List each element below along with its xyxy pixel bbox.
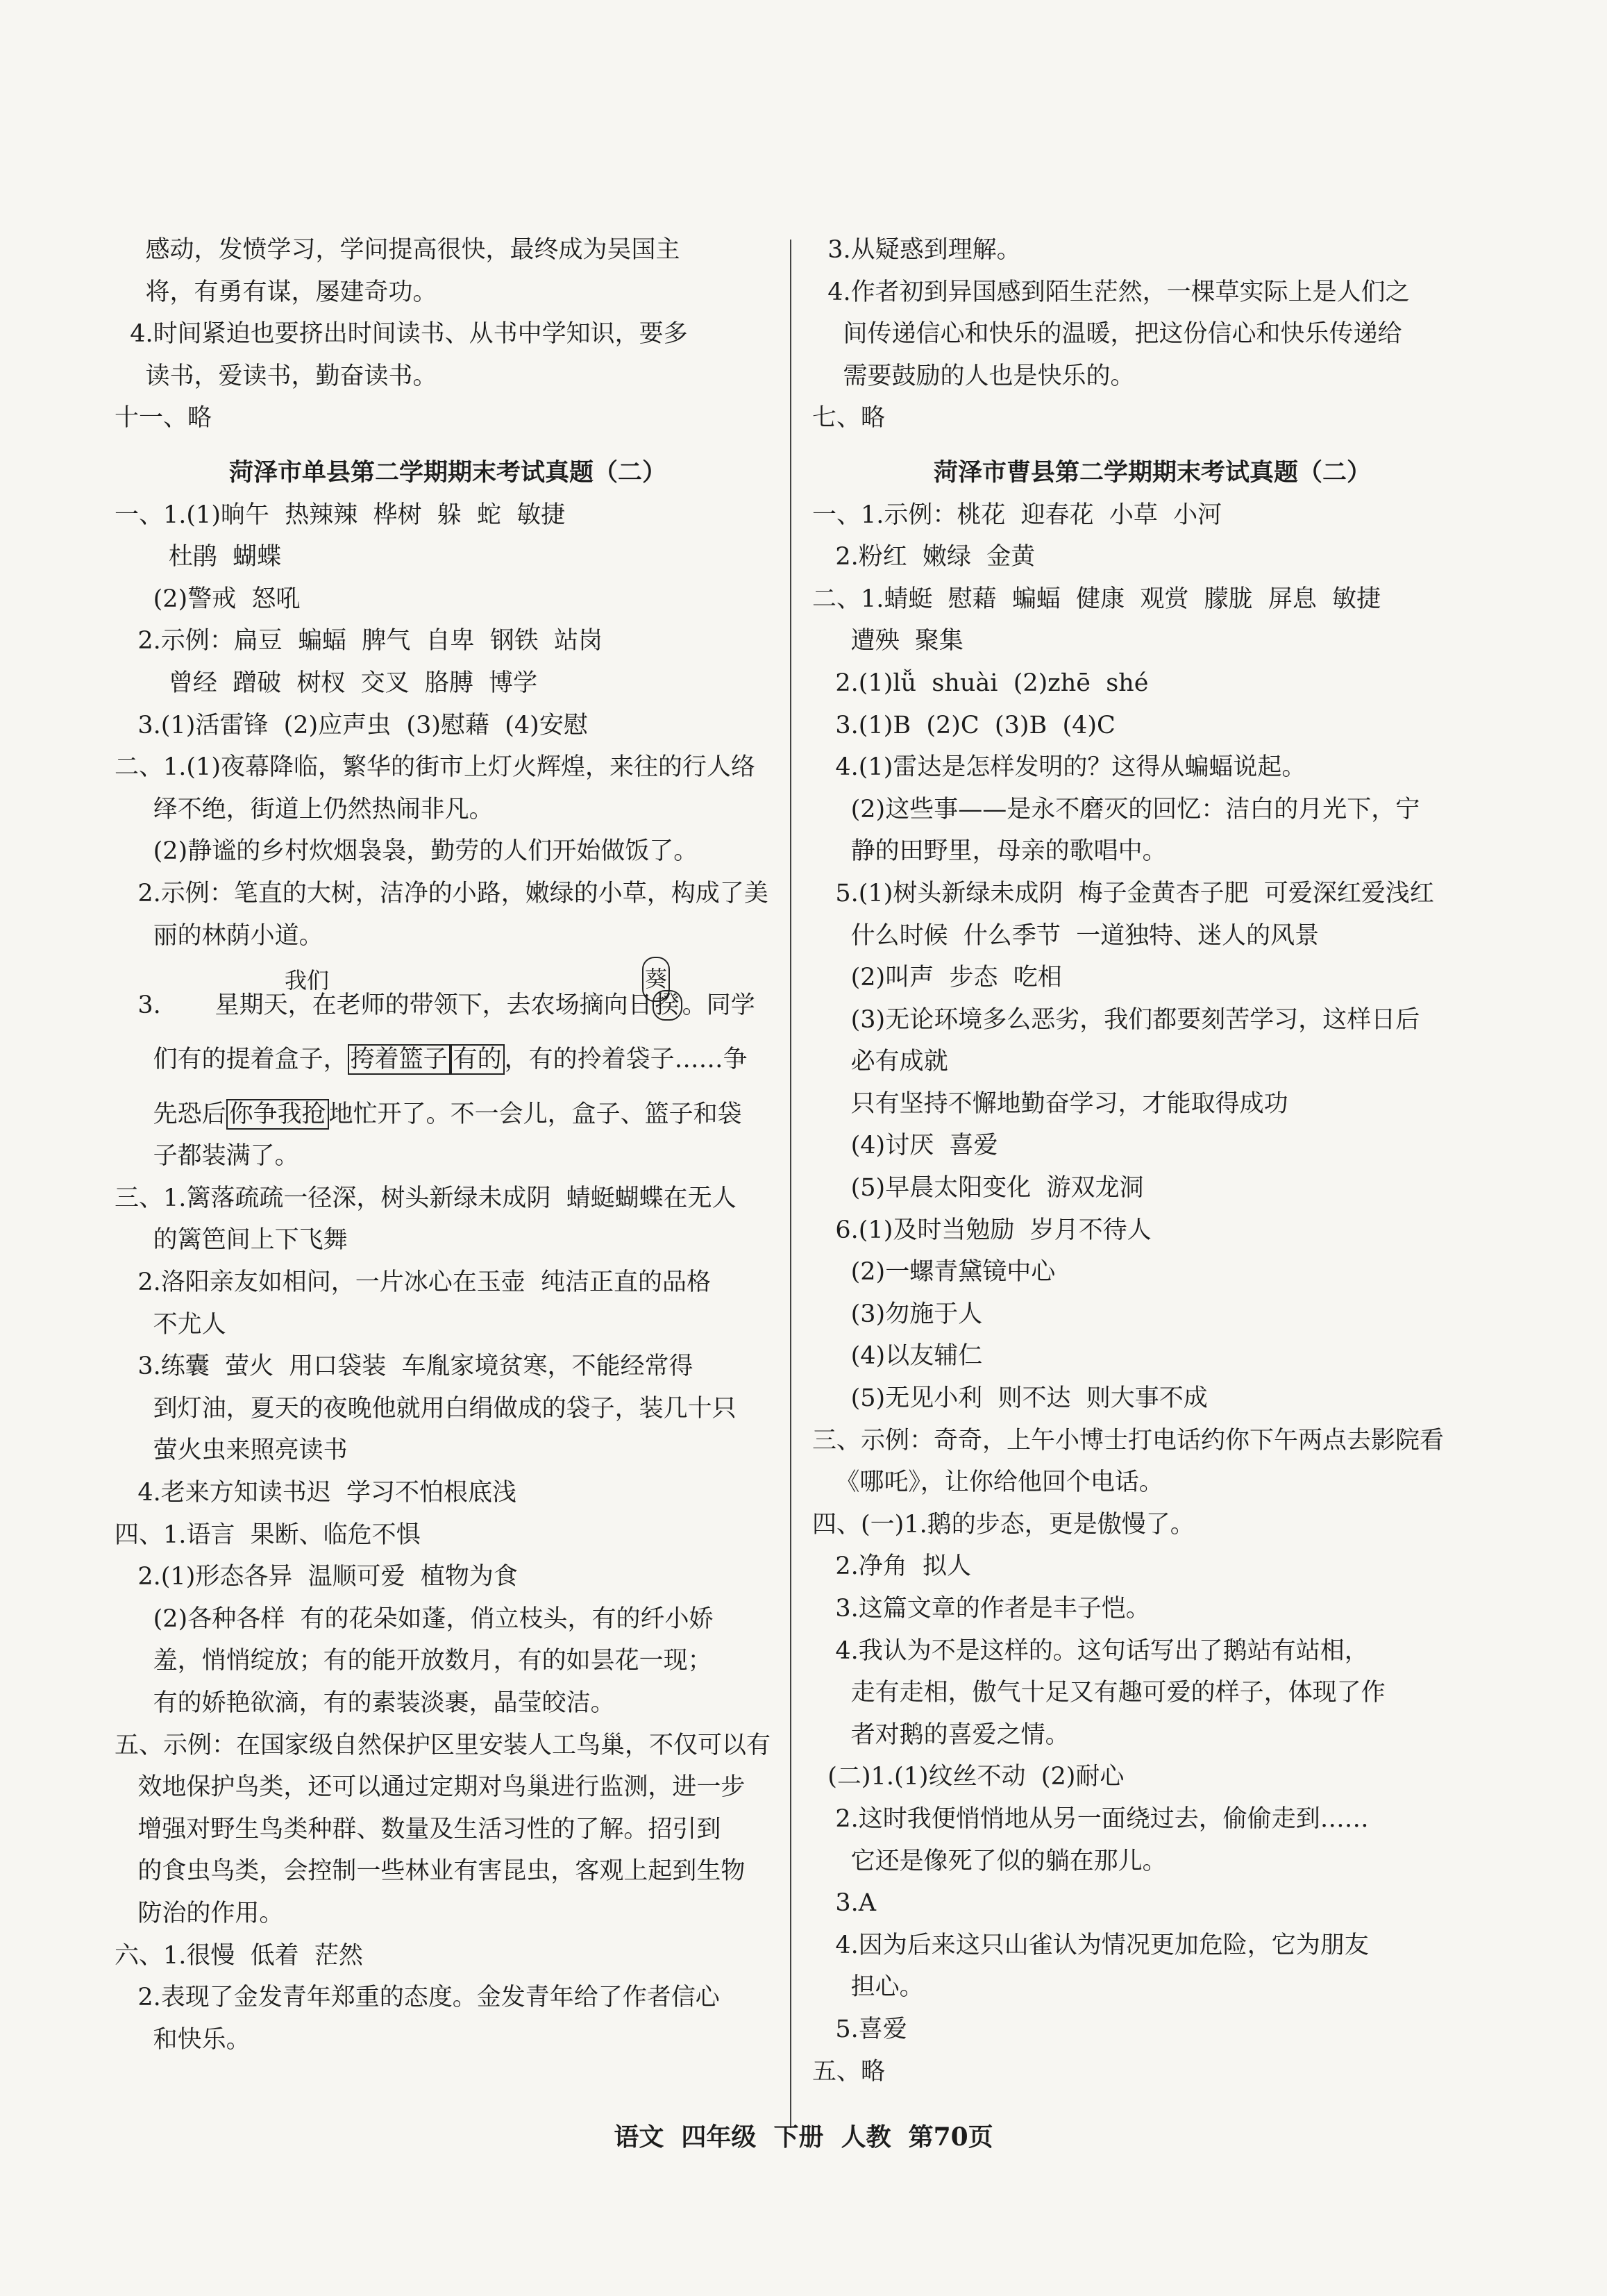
text-line: 间传递信心和快乐的温暖，把这份信心和快乐传递给	[812, 320, 1402, 349]
text-line: 2.粉红 嫩绿 金黄	[812, 543, 1036, 571]
right-lines-body	[812, 494, 1492, 2093]
text-line: 3.练囊 萤火 用口袋装 车胤家境贫寒，不能经常得	[115, 1352, 693, 1381]
left-lines-middle	[115, 494, 781, 957]
left-lines-bottom	[115, 1178, 781, 2061]
text-line: 六、1.很慢 低着 茫然	[115, 1941, 363, 1970]
text-line: 4.作者初到异国感到陌生茫然，一棵草实际上是人们之	[812, 278, 1410, 306]
correction-mark: 葵	[642, 957, 670, 1002]
text-line: 必有成就	[812, 1048, 948, 1076]
edit-line4: 子都装满了。	[115, 1142, 299, 1171]
text-line: 4.我认为不是这样的。这句话写出了鹅站有站相，	[812, 1636, 1369, 1665]
text-line: 的食虫鸟类，会控制一些林业有害昆虫，客观上起到生物	[115, 1857, 746, 1886]
text-line: 五、示例：在国家级自然保护区里安装人工鸟巢，不仅可以有	[115, 1731, 771, 1759]
text-line: 它还是像死了似的躺在那儿。	[812, 1847, 1167, 1875]
text-line: 担心。	[812, 1973, 924, 2002]
section-title-right: 菏泽市曹县第二学期期末考试真题（二）	[933, 458, 1371, 487]
text-line: 和快乐。	[115, 2025, 251, 2054]
text-line: 二、1.蜻蜓 慰藉 蝙蝠 健康 观赏 朦胧 屏息 敏捷	[812, 585, 1381, 613]
text-line: 将，有勇有谋，屡建奇功。	[115, 278, 437, 306]
right-column	[812, 229, 1492, 2093]
text-line: (3)无论环境多么恶劣，我们都要刻苦学习，这样日后	[812, 1005, 1420, 1034]
text-line: 四、1.语言 果断、临危不惧	[115, 1520, 421, 1549]
text-line: 曾经 蹭破 树杈 交叉 胳膊 博学	[115, 669, 538, 697]
boxed-phrase-2: 有的	[451, 1044, 505, 1075]
text-line: (2)静谧的乡村炊烟袅袅，勤劳的人们开始做饭了。	[115, 837, 698, 866]
insert-mark: 我们	[285, 967, 330, 994]
left-lines-top	[115, 229, 781, 439]
text-line: (4)讨厌 喜爱	[812, 1132, 998, 1160]
text-line: (二)1.(1)纹丝不动 (2)耐心	[812, 1763, 1125, 1791]
text-line: 2.净角 拟人	[812, 1552, 972, 1581]
text-line: 二、1.(1)夜幕降临，繁华的街市上灯火辉煌，来往的行人络	[115, 753, 755, 782]
boxed-phrase-1: 挎着篮子	[348, 1044, 451, 1075]
text-line: 2.示例：扁豆 蝙蝠 脾气 自卑 钢铁 站岗	[115, 627, 603, 655]
text-line: 静的田野里，母亲的歌唱中。	[812, 837, 1167, 866]
text-line: 遭殃 聚集	[812, 627, 964, 655]
text-line: (5)无见小利 则不达 则大事不成	[812, 1384, 1208, 1413]
text-line: 效地保护鸟类，还可以通过定期对鸟巢进行监测，进一步	[115, 1773, 746, 1802]
text-line: 3.(1)B (2)C (3)B (4)C	[812, 711, 1116, 739]
text-line: 走有走相，傲气十足又有趣可爱的样子，体现了作	[812, 1679, 1386, 1707]
boxed-phrase-3: 你争我抢	[226, 1099, 329, 1130]
text-line: 2.洛阳亲友如相问，一片冰心在玉壶 纯洁正直的品格	[115, 1268, 712, 1297]
text-line: 感动，发愤学习，学问提高很快，最终成为吴国主	[115, 236, 680, 264]
edit-line3: 先恐后 你争我抢 地忙开了。不一会儿，盒子、篮子和袋	[115, 1100, 742, 1128]
text-line: 3.从疑惑到理解。	[812, 236, 1021, 264]
edit-line1: 3. 星期天，在老师的带领下，去农场摘向日 揆 。同学	[115, 991, 755, 1019]
page-footer: 语文 四年级 下册 人教 第70页	[614, 2122, 993, 2152]
text-line: 4.因为后来这只山雀认为情况更加危险，它为朋友	[812, 1931, 1369, 1959]
text-line: (4)以友辅仁	[812, 1342, 983, 1371]
text-line: 杜鹃 蝴蝶	[115, 543, 282, 571]
text-line: 羞，悄悄绽放；有的能开放数月，有的如昙花一现；	[115, 1647, 712, 1675]
text-line: 5.喜爱	[812, 2015, 907, 2043]
right-lines-top	[812, 229, 1492, 439]
text-line: 萤火虫来照亮读书	[115, 1436, 348, 1465]
edit-line2: 们有的提着盒子， 挎着篮子 有的 ，有的拎着袋子……争	[115, 1046, 748, 1074]
text-line: 有的娇艳欲滴，有的素装淡裹，晶莹皎洁。	[115, 1689, 615, 1717]
text-line: 3.这篇文章的作者是丰子恺。	[812, 1595, 1150, 1623]
text-line: 三、1.篱落疏疏一径深，树头新绿未成阴 蜻蜓蝴蝶在无人	[115, 1184, 737, 1212]
text-line: 增强对野生鸟类种群、数量及生活习性的了解。招引到	[115, 1815, 721, 1843]
text-line: 的篱笆间上下飞舞	[115, 1226, 348, 1255]
text-line: 《哪吒》，让你给他回个电话。	[812, 1468, 1163, 1497]
section-title-left: 菏泽市单县第二学期期末考试真题（二）	[228, 458, 666, 487]
text-line: 十一、略	[115, 404, 212, 433]
text-line: 2.这时我便悄悄地从另一面绕过去，偷偷走到……	[812, 1804, 1369, 1833]
text-line: (2)叫声 步态 吃相	[812, 964, 1062, 992]
text-line: 一、1.(1)晌午 热辣辣 桦树 躲 蛇 敏捷	[115, 501, 566, 529]
text-line: 者对鹅的喜爱之情。	[812, 1720, 1070, 1749]
text-line: (3)勿施于人	[812, 1300, 983, 1328]
text-line: 丽的林荫小道。	[115, 921, 323, 950]
text-line: 三、示例：奇奇，上午小博士打电话约你下午两点去影院看	[812, 1426, 1445, 1455]
text-line: (2)这些事——是永不磨灭的回忆：洁白的月光下，宁	[812, 795, 1420, 823]
text-line: 绎不绝，街道上仍然热闹非凡。	[115, 795, 494, 823]
text-line: 6.(1)及时当勉励 岁月不待人	[812, 1216, 1152, 1244]
text-line: 2.(1)lǚ shuài (2)zhē shé	[812, 669, 1149, 697]
text-line: 4.(1)雷达是怎样发明的？这得从蝙蝠说起。	[812, 753, 1306, 782]
left-column	[115, 229, 781, 2061]
text-line: (2)警戒 怒吼	[115, 585, 301, 613]
text-line: 需要鼓励的人也是快乐的。	[812, 362, 1135, 390]
text-line: 什么时候 什么季节 一道独特、迷人的风景	[812, 921, 1320, 950]
text-line: 2.表现了金发青年郑重的态度。金发青年给了作者信心	[115, 1984, 720, 2012]
text-line: 4.老来方知读书迟 学习不怕根底浅	[115, 1479, 517, 1507]
text-line: 到灯油，夏天的夜晚他就用白绢做成的袋子，装几十只	[115, 1394, 737, 1423]
text-line: 不尤人	[115, 1310, 226, 1339]
text-line: 五、略	[812, 2057, 886, 2086]
edit-exercise-line1	[115, 957, 781, 1026]
text-line: (2)各种各样 有的花朵如蓬，俏立枝头，有的纤小娇	[115, 1604, 714, 1633]
column-divider	[790, 240, 791, 2128]
text-line: 防治的作用。	[115, 1899, 284, 1927]
text-line: 读书，爱读书，勤奋读书。	[115, 362, 437, 390]
circled-wrong-char: 揆	[653, 990, 682, 1021]
text-line: 4.时间紧迫也要挤出时间读书、从书中学知识，要多	[115, 320, 688, 349]
text-line: 只有坚持不懈地勤奋学习，才能取得成功	[812, 1089, 1288, 1118]
text-line: 3.A	[812, 1889, 877, 1918]
text-line: 四、(一)1.鹅的步态，更是傲慢了。	[812, 1510, 1195, 1539]
text-line: 2.(1)形态各异 温顺可爱 植物为食	[115, 1563, 518, 1591]
text-line: 七、略	[812, 404, 886, 433]
text-line: 2.示例：笔直的大树，洁净的小路，嫩绿的小草，构成了美	[115, 879, 768, 907]
text-line: 5.(1)树头新绿未成阴 梅子金黄杏子肥 可爱深红爱浅红	[812, 879, 1434, 907]
text-line: (2)一螺青黛镜中心	[812, 1258, 1056, 1287]
text-line: 一、1.示例：桃花 迎春花 小草 小河	[812, 501, 1222, 529]
text-line: 3.(1)活雷锋 (2)应声虫 (3)慰藉 (4)安慰	[115, 711, 588, 739]
text-line: (5)早晨太阳变化 游双龙洞	[812, 1174, 1144, 1203]
